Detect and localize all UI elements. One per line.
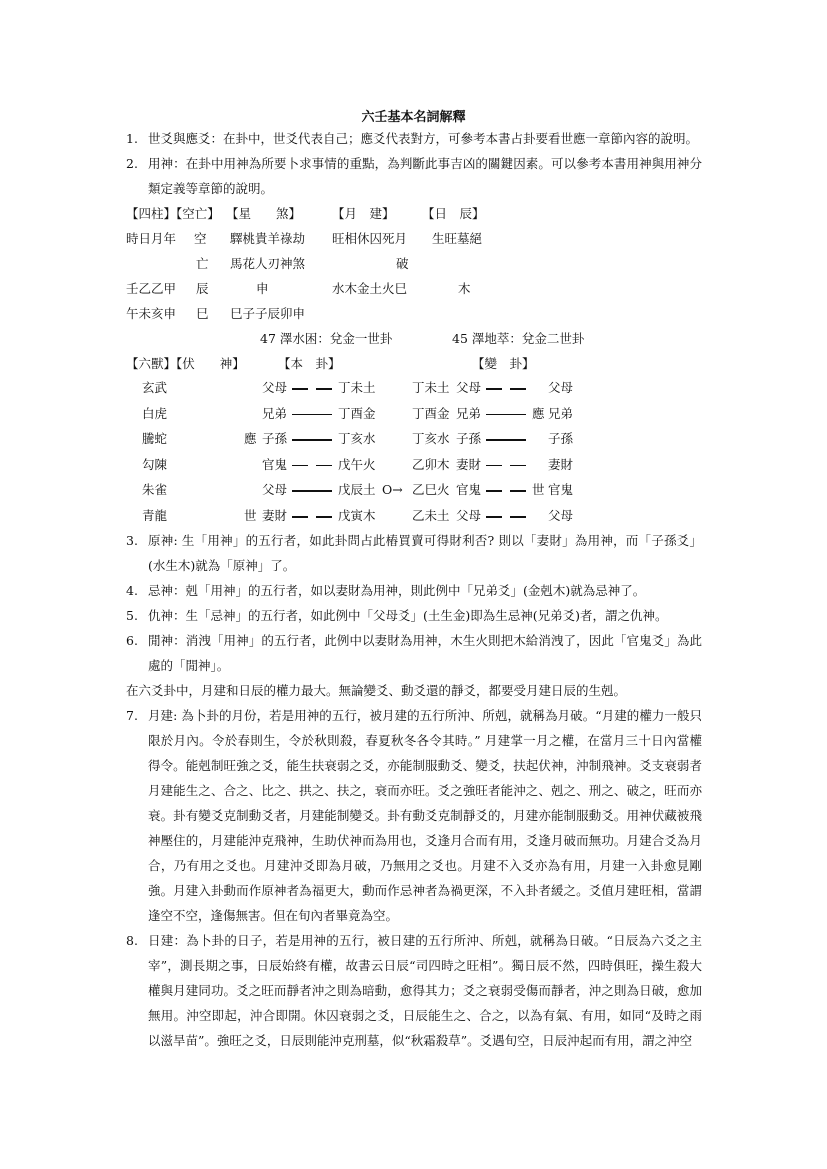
list-number: 6. — [126, 633, 138, 648]
bian-yao-yin — [486, 388, 502, 390]
page-title: 六壬基本名詞解釋 — [361, 110, 466, 125]
list-item-2 — [126, 151, 702, 201]
bian-yao-yang — [486, 414, 526, 416]
line-rel: 子孫 — [262, 431, 288, 447]
list-number: 3. — [126, 533, 138, 548]
bian-gua-name: 45 澤地萃：兌金二世卦 — [452, 331, 585, 346]
header-yuejian: 【月 建】 — [332, 206, 395, 221]
line-rel: 官鬼 — [262, 456, 288, 472]
pillar-cell: 午未亥申 — [126, 306, 177, 321]
hexagram-line-row — [126, 404, 702, 424]
list-item-4 — [126, 578, 702, 603]
pillar-cell: 破 — [396, 256, 409, 271]
list-item-7 — [126, 703, 702, 928]
line-rel: 兄弟 — [262, 405, 288, 421]
header-richen: 【日 辰】 — [422, 206, 485, 221]
bian-yao-yin — [510, 388, 526, 390]
pillar-cell: 生旺墓絕 — [432, 231, 483, 246]
ben-yao-yang — [292, 414, 332, 416]
header-liushou-fushen: 【六獸】【伏 神】 — [126, 356, 245, 371]
line-bgz: 丁酉金 — [412, 405, 450, 421]
line-gz: 丁未土 — [338, 380, 376, 395]
list-number: 1. — [126, 131, 138, 146]
line-brel2: 妻財 — [548, 456, 574, 472]
line-brel2: 官鬼 — [548, 482, 574, 498]
ben-yao-yang — [292, 439, 332, 441]
pillars-header-row — [126, 204, 702, 224]
line-rel: 妻財 — [262, 508, 288, 523]
line-bgz: 丁亥水 — [412, 431, 450, 447]
hexagram-line-row — [126, 429, 702, 449]
line-beast: 朱雀 — [142, 482, 168, 498]
list-text: 閒神：消洩「用神」的五行者，此例中以妻財為用神，木生火則把木給消洩了，因此「官鬼爻」為此處的「閒神」。 — [148, 633, 702, 673]
list-item-1 — [126, 126, 702, 151]
pillar-cell: 時日月年 — [126, 231, 177, 246]
line-brel2: 兄弟 — [548, 405, 574, 421]
list-item-8 — [126, 928, 702, 1053]
list-item-6 — [126, 628, 702, 678]
pillar-cell: 旺相休囚死月 — [332, 231, 408, 246]
list-text: 日建：為卜卦的日子，若是用神的五行，被日建的五行所沖、所剋，就稱為日破。“日辰為六爻之主宰”，測長期之事，日辰始終有權，故書云日辰“司四時之旺相”。獨日辰不然，四時俱旺，操生殺大權與月建同功。爻之旺而靜者沖之則為暗動，愈得其力；爻之衰弱受傷而靜者，沖之則為日破，愈加無用。沖空即起，沖合即開。休囚衰弱之爻，日辰能生之、合之，以為有氣、有用，如同“及時之雨以滋旱苗”。強旺之爻，日辰則能沖克刑墓，似“秋霜殺草”。爻遇旬空，日辰沖起而有用，謂之沖空 — [148, 933, 702, 1048]
ben-yao-yin — [316, 465, 332, 467]
line-brel: 子孫 — [456, 431, 482, 447]
bian-yao-yin — [486, 516, 502, 518]
line-rel: 父母 — [262, 482, 288, 498]
line-brel2: 子孫 — [548, 431, 574, 447]
line-gz: 戊辰土 — [338, 482, 376, 498]
line-bsy: 世 — [532, 482, 545, 498]
header-xingsha: 【星 煞】 — [226, 206, 302, 221]
pillars-row-2 — [126, 254, 702, 274]
list-text: 用神：在卦中用神為所要卜求事情的重點，為判斷此事吉凶的關鍵因素。可以參考本書用神與用神分類定義等章節的說明。 — [148, 156, 702, 196]
line-beast: 騰蛇 — [142, 431, 168, 447]
line-bsy: 應 — [532, 405, 545, 421]
hexagram-names-row — [126, 329, 702, 349]
line-brel2: 父母 — [548, 380, 574, 395]
header-ben-gua: 【本 卦】 — [278, 356, 341, 371]
line-bgz: 乙巳火 — [412, 482, 450, 498]
bian-yao-yin — [510, 490, 526, 492]
pillar-cell: 壬乙乙甲 — [126, 281, 177, 296]
pillar-cell: 木 — [458, 281, 471, 296]
hexagram-line-row — [126, 378, 702, 398]
line-bgz: 乙卯木 — [412, 456, 450, 472]
line-brel: 父母 — [456, 508, 482, 523]
pillars-row-4 — [126, 304, 702, 324]
list-number: 7. — [126, 708, 138, 723]
list-number: 8. — [126, 933, 138, 948]
pillar-cell: 空 — [194, 231, 207, 246]
ben-yao-yin — [316, 516, 332, 518]
pillar-cell: 申 — [256, 281, 269, 296]
line-fu: 應 — [244, 431, 257, 447]
bian-yao-yin — [510, 465, 526, 467]
ben-yao-yin — [292, 465, 308, 467]
pillar-cell: 馬花人刃神煞 — [230, 256, 306, 271]
line-beast: 白虎 — [142, 405, 168, 421]
pillar-cell: 驛桃貴羊祿劫 — [230, 231, 306, 246]
line-mv: O→ — [382, 482, 403, 498]
table-header-row — [126, 354, 702, 374]
line-brel: 官鬼 — [456, 482, 482, 498]
header-sizhu-kongwang: 【四柱】【空亡】 — [126, 206, 220, 221]
list-text: 原神: 生「用神」的五行者，如此卦問占此樁買賣可得財利否? 則以「妻財」為用神，而「子孫爻」(水生木)就為「原神」了。 — [148, 533, 702, 573]
hexagram-line-row — [126, 455, 702, 475]
pillars-row-3 — [126, 279, 702, 299]
line-beast: 青龍 — [142, 508, 168, 523]
list-item-5 — [126, 603, 702, 628]
pillars-row-1 — [126, 229, 702, 249]
ben-yao-yin — [292, 516, 308, 518]
list-number: 2. — [126, 156, 138, 171]
line-bgz: 丁未土 — [412, 380, 450, 395]
hexagram-line-row — [126, 480, 702, 500]
bian-yao-yang — [486, 439, 526, 441]
pillar-cell: 亡 — [196, 256, 209, 271]
list-number: 5. — [126, 608, 138, 623]
pillar-cell: 水木金土火巳 — [332, 281, 408, 296]
bian-yao-yin — [486, 465, 502, 467]
pillar-cell: 辰 — [196, 281, 209, 296]
line-gz: 戊午火 — [338, 456, 376, 472]
list-text: 忌神：剋「用神」的五行者，如以妻財為用神，則此例中「兄弟爻」(金剋木)就為忌神了。 — [148, 583, 646, 598]
line-beast: 勾陳 — [142, 456, 168, 472]
line-rel: 父母 — [262, 380, 288, 395]
list-item-3 — [126, 528, 702, 578]
ben-yao-yin — [292, 388, 308, 390]
line-brel: 父母 — [456, 380, 482, 395]
line-beast: 玄武 — [142, 380, 168, 395]
ben-yao-yin — [316, 388, 332, 390]
line-brel: 兄弟 — [456, 405, 482, 421]
line-fu: 世 — [244, 508, 257, 523]
hexagram-line-row — [126, 506, 702, 526]
paragraph: 在六爻卦中，月建和日辰的權力最大。無論變爻、動爻還的靜爻，都要受月建日辰的生剋。 — [126, 683, 627, 698]
bian-yao-yin — [486, 490, 502, 492]
line-bgz: 乙未土 — [412, 508, 450, 523]
line-gz: 丁亥水 — [338, 431, 376, 447]
line-gz: 丁酉金 — [338, 405, 376, 421]
header-bian-gua: 【變 卦】 — [472, 356, 535, 371]
list-text: 世爻與應爻：在卦中，世爻代表自己；應爻代表對方，可參考本書占卦要看世應一章節內容的說明。 — [148, 131, 699, 146]
line-brel: 妻財 — [456, 456, 482, 472]
list-number: 4. — [126, 583, 138, 598]
ben-gua-name: 47 澤水困：兌金一世卦 — [260, 331, 393, 346]
ben-yao-yang — [292, 490, 332, 492]
list-text: 仇神：生「忌神」的五行者，如此例中「父母爻」(土生金)即為生忌神(兄弟爻)者，謂之仇神。 — [148, 608, 668, 623]
line-brel2: 父母 — [548, 508, 574, 523]
bian-yao-yin — [510, 516, 526, 518]
list-text: 月建: 為卜卦的月份，若是用神的五行，被月建的五行所沖、所剋，就稱為月破。“月建的權力一般只限於月內。令於春則生，令於秋則殺，春夏秋冬各令其時。” 月建掌一月之權，在當月三十日內當權得令。能剋制旺強之爻，能生扶衰弱之爻，亦能制服動爻、變爻，扶起伏神，沖制飛神。爻支衰弱者月建能生之、合之、比之、拱之、扶之，衰而亦旺。爻之強旺者能沖之、剋之、刑之、破之，旺而亦衰。卦有變爻克制動爻者，月建能制變爻。卦有動爻克制靜爻的，月建亦能制服動爻。用神伏藏被飛神壓住的，月建能沖克飛神，生助伏神而為用也，爻逢月合而有用，爻逢月破而無功。月建合爻為月合，乃有用之爻也。月建沖爻即為月破，乃無用之爻也。月建不入爻亦為有用，月建一入卦愈見剛強。月建入卦動而作原神者為福更大，動而作忌神者為禍更深，不入卦者緩之。爻值月建旺相，當謂逢空不空，逢傷無害。但在旬內者畢竟為空。 — [148, 708, 702, 923]
line-gz: 戊寅木 — [338, 508, 376, 523]
pillar-cell: 巳 — [196, 306, 209, 321]
pillar-cell: 巳子子辰卯申 — [230, 306, 306, 321]
